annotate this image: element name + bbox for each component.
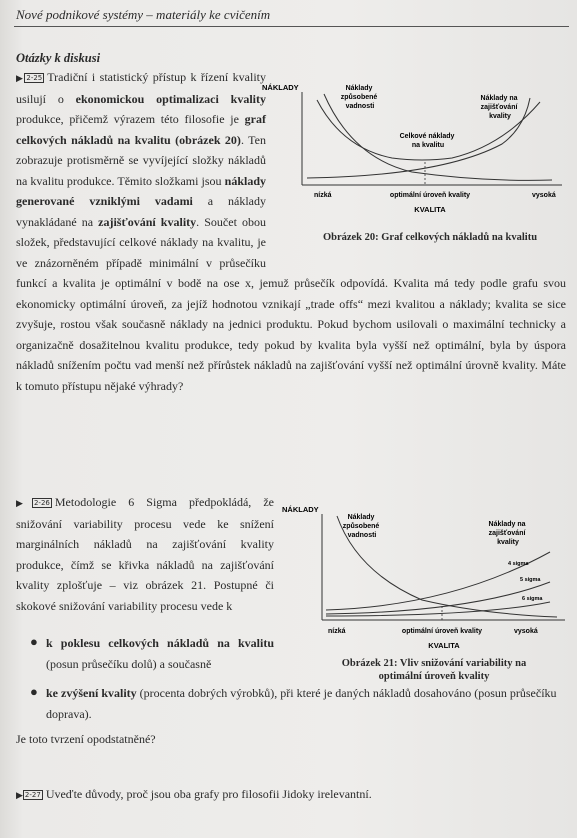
bold-run: graf celkových nákladů na kvalitu (obrázek 20)	[16, 112, 266, 147]
question-number: 2-27	[24, 791, 41, 799]
figure-21-caption	[306, 657, 562, 683]
text-run: . Součet obou složek, představující celkové náklady na kvalitu, je ve znázorněném případě minimální v průsečíku funkcí a kvalita je optimální v bodě na ose x, jemuž průsečík odpovídá. Kvalita má tedy podle grafu svou ekonomicky optimální úroveň, za jejíž hodnotou vznikají „trade offs“ mezi kvalitou a náklady; kvalita se sice zvyšuje, rostou však současně náklady na jednici produktu. Pokud bychom usilovali o maximální technicky a organizačně dosažitelnou kvalitu produkce, tedy pokud by kvalita byla vyšší než optimální, byla by úspora nákladů snížením počtu vad menší než přírůstek nákladů na zajišťování vyšší než optimální úrovně kvality. Máte k tomuto přístupu nějaké výhrady?	[16, 214, 566, 393]
defect-cost-label: Náklady způsobené vadnosti	[340, 85, 378, 110]
bold-run: ekonomickou optimalizaci kvality	[75, 91, 266, 106]
running-header: Nové podnikové systémy – materiály ke cvičením	[16, 7, 271, 22]
question-number: 2-25	[26, 74, 43, 82]
question-2-26	[16, 492, 274, 616]
assurance-cost-label: Náklady na zajišťování kvality	[488, 521, 526, 546]
text-run: Metodologie 6 Sigma předpokládá, že snižování variability procesu vede ke snížení marginálních nákladů na zajišťování kvality produkce, čímž se křivka nákladů na zajišťování kvality zplošťuje – viz obrázek 21. Postupné či skokové snižování variability procesu vede k	[16, 495, 274, 613]
x-tick-optimum: optimální úroveň kvality	[389, 192, 471, 199]
defect-cost-label: Náklady způsobené vadnosti	[342, 514, 380, 539]
y-axis-label: NÁKLADY	[282, 505, 319, 514]
text-run: a náklady vynakládané na	[16, 194, 266, 229]
x-tick-high: vysoká	[514, 628, 538, 635]
bullet-item-2	[46, 683, 566, 724]
figure-21-chart	[282, 502, 572, 652]
bold-run: zajišťování kvality	[98, 214, 197, 229]
caption-line: Obrázek 21: Vliv snižování variability na	[341, 658, 527, 669]
question-number: 2-26	[33, 499, 50, 507]
sigma-5-label: 5 sigma	[520, 577, 541, 583]
text-run: (procenta dobrých výrobků), při které je daných nákladů dosahováno (posun průsečíku doprava).	[46, 686, 557, 721]
sigma-6-label: 6 sigma	[522, 596, 543, 602]
bullet-icon: ●	[30, 634, 38, 649]
text-run: Uveďte důvody, proč jsou oba grafy pro filosofii Jidoky irelevantní.	[45, 787, 372, 801]
sigma-5-curve	[326, 582, 550, 614]
caption-line: optimální úroveň kvality	[378, 671, 490, 682]
x-tick-high: vysoká	[532, 192, 556, 199]
arrow-icon: ▶	[16, 790, 23, 800]
question-2-26-closing: Je toto tvrzení opodstatněné?	[16, 732, 156, 746]
sigma-4-label: 4 sigma	[508, 561, 529, 567]
bold-run: k poklesu celkových nákladů na kvalitu	[46, 636, 274, 650]
bullet-item-1	[46, 633, 274, 674]
assurance-cost-label: Náklady na zajišťování kvality	[480, 95, 518, 120]
bold-run: ke zvýšení kvality	[46, 686, 137, 700]
x-tick-low: nízká	[328, 628, 346, 635]
question-2-27	[16, 784, 566, 806]
x-tick-optimum: optimální úroveň kvality	[401, 628, 483, 635]
text-run: . Ten zobrazuje protisměrně se vyvíjející složky nákladů na kvalitu produkce. Těmito složkami jsou	[16, 132, 266, 188]
arrow-icon: ▶	[16, 73, 25, 83]
text-run: produkce, přičemž výrazem této filosofie je	[16, 112, 245, 126]
section-title: Otázky k diskusi	[16, 51, 101, 65]
header-rule	[14, 26, 569, 27]
figure-20-chart	[262, 78, 568, 226]
y-axis-label: NÁKLADY	[262, 83, 299, 92]
sigma-6-curve	[326, 602, 550, 616]
x-tick-low: nízká	[314, 192, 332, 199]
text-run: Tradiční i statistický přístup k řízení kvality usilují o	[16, 70, 267, 106]
bold-run: náklady generované vzniklými vadami	[16, 173, 266, 208]
text-run: (posun průsečíku dolů) a současně	[46, 656, 212, 671]
bullet-icon: ●	[30, 684, 38, 699]
x-axis-label: KVALITA	[414, 205, 446, 214]
x-axis-label: KVALITA	[428, 641, 460, 650]
figure-20-caption: Obrázek 20: Graf celkových nákladů na kvalitu	[322, 232, 538, 243]
arrow-icon: ▶	[16, 498, 32, 508]
total-cost-label: Celkové náklady na kvalitu	[399, 133, 455, 149]
